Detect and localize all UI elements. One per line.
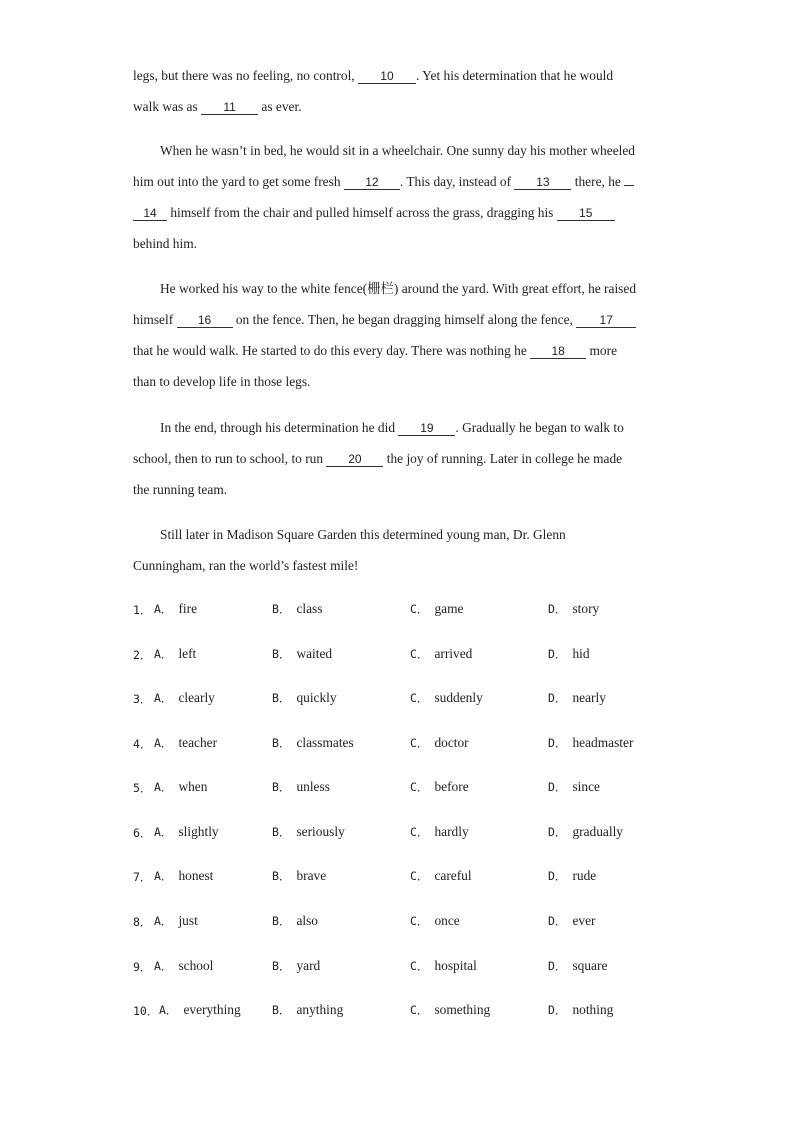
- option-a[interactable]: A． clearly: [154, 690, 215, 705]
- passage-line: legs, but there was no feeling, no control, 10 . Yet his determination that he would: [133, 68, 614, 83]
- question-number: 5．: [133, 781, 152, 795]
- option-d[interactable]: D． nothing: [548, 1002, 614, 1017]
- option-a[interactable]: A． when: [154, 779, 208, 794]
- passage-line: behind him.: [133, 236, 197, 251]
- option-c[interactable]: C． hospital: [410, 958, 477, 973]
- option-d[interactable]: D． nearly: [548, 690, 606, 705]
- option-c[interactable]: C． once: [410, 913, 460, 928]
- passage-line: In the end, through his determination he did 19 . Gradually he began to walk to: [160, 420, 624, 435]
- option-d[interactable]: D． gradually: [548, 824, 624, 839]
- question-number: 1．: [133, 603, 152, 617]
- question-number: 2．: [133, 648, 152, 662]
- blank-10: 10: [358, 69, 416, 84]
- option-a[interactable]: A． honest: [154, 868, 214, 883]
- option-b[interactable]: B． quickly: [272, 690, 337, 705]
- option-d[interactable]: D． square: [548, 958, 608, 973]
- option-b[interactable]: B． yard: [272, 958, 321, 973]
- question-number: 8．: [133, 915, 152, 929]
- option-d[interactable]: D． ever: [548, 913, 596, 928]
- option-d[interactable]: D． hid: [548, 646, 590, 661]
- blank-19: 19: [398, 421, 455, 436]
- question-row: [133, 868, 693, 888]
- passage-line: than to develop life in those legs.: [133, 374, 311, 389]
- question-number: 6．: [133, 826, 152, 840]
- option-b[interactable]: B． seriously: [272, 824, 345, 839]
- blank-20: 20: [326, 452, 383, 467]
- passage-line: When he wasn’t in bed, he would sit in a wheelchair. One sunny day his mother wheeled: [160, 143, 636, 158]
- blank-18: 18: [530, 344, 586, 359]
- option-a[interactable]: A． fire: [154, 601, 198, 616]
- blank-15: 15: [557, 206, 615, 221]
- passage-paragraph-1: [133, 60, 665, 122]
- option-c[interactable]: C． doctor: [410, 735, 469, 750]
- blank-16: 16: [177, 313, 233, 328]
- blank-12: 12: [344, 175, 400, 190]
- blank-14: 14: [133, 206, 167, 221]
- question-row: [133, 646, 693, 666]
- option-d[interactable]: D． rude: [548, 868, 597, 883]
- option-a[interactable]: A． everything: [159, 1002, 241, 1017]
- blank-13: 13: [514, 175, 571, 190]
- question-row: [133, 824, 693, 844]
- option-a[interactable]: A． teacher: [154, 735, 218, 750]
- question-row: [133, 913, 693, 933]
- option-d[interactable]: D． story: [548, 601, 600, 616]
- passage-paragraph-5: [133, 519, 665, 581]
- passage-line: himself 16 on the fence. Then, he began dragging himself along the fence, 17: [133, 304, 665, 335]
- option-b[interactable]: B． unless: [272, 779, 330, 794]
- passage-line: the running team.: [133, 482, 228, 497]
- passage-line: He worked his way to the white fence(栅栏) around the yard. With great effort, he raised: [160, 281, 637, 296]
- passage-paragraph-4: [133, 412, 665, 505]
- option-d[interactable]: D． headmaster: [548, 735, 634, 750]
- question-number: 7．: [133, 870, 152, 884]
- option-b[interactable]: B． brave: [272, 868, 327, 883]
- option-a[interactable]: A． slightly: [154, 824, 219, 839]
- question-row: [133, 735, 693, 755]
- blank-17: 17: [576, 313, 636, 328]
- question-row: [133, 779, 693, 799]
- question-row: [133, 958, 693, 978]
- option-b[interactable]: B． anything: [272, 1002, 344, 1017]
- option-c[interactable]: C． game: [410, 601, 464, 616]
- option-b[interactable]: B． class: [272, 601, 323, 616]
- passage-paragraph-2: [133, 135, 665, 259]
- option-b[interactable]: B． also: [272, 913, 319, 928]
- option-c[interactable]: C． suddenly: [410, 690, 483, 705]
- question-number: 4．: [133, 737, 152, 751]
- question-number: 10．: [133, 1004, 159, 1018]
- passage-line: that he would walk. He started to do this every day. There was nothing he 18 more: [133, 343, 618, 358]
- option-b[interactable]: B． classmates: [272, 735, 354, 750]
- option-a[interactable]: A． school: [154, 958, 214, 973]
- option-c[interactable]: C． before: [410, 779, 469, 794]
- option-c[interactable]: C． arrived: [410, 646, 473, 661]
- question-number: 3．: [133, 692, 152, 706]
- option-d[interactable]: D． since: [548, 779, 600, 794]
- passage-line: school, then to run to school, to run 20 the joy of running. Later in college he made: [133, 451, 623, 466]
- question-row: [133, 601, 693, 621]
- passage-line: him out into the yard to get some fresh 12 . This day, instead of 13 there, he: [133, 166, 665, 197]
- option-a[interactable]: A． left: [154, 646, 197, 661]
- passage-paragraph-3: [133, 273, 665, 397]
- passage-line: Still later in Madison Square Garden this determined young man, Dr. Glenn: [160, 527, 566, 542]
- option-b[interactable]: B． waited: [272, 646, 333, 661]
- question-row: [133, 1002, 693, 1022]
- option-c[interactable]: C． something: [410, 1002, 491, 1017]
- question-row: [133, 690, 693, 710]
- passage-line: walk was as 11 as ever.: [133, 99, 302, 114]
- option-c[interactable]: C． careful: [410, 868, 472, 883]
- blank-11: 11: [201, 100, 258, 115]
- option-a[interactable]: A． just: [154, 913, 198, 928]
- question-number: 9．: [133, 960, 152, 974]
- passage-line: Cunningham, ran the world’s fastest mile!: [133, 558, 359, 573]
- passage-line: 14 himself from the chair and pulled himself across the grass, dragging his 15: [133, 197, 665, 228]
- option-c[interactable]: C． hardly: [410, 824, 469, 839]
